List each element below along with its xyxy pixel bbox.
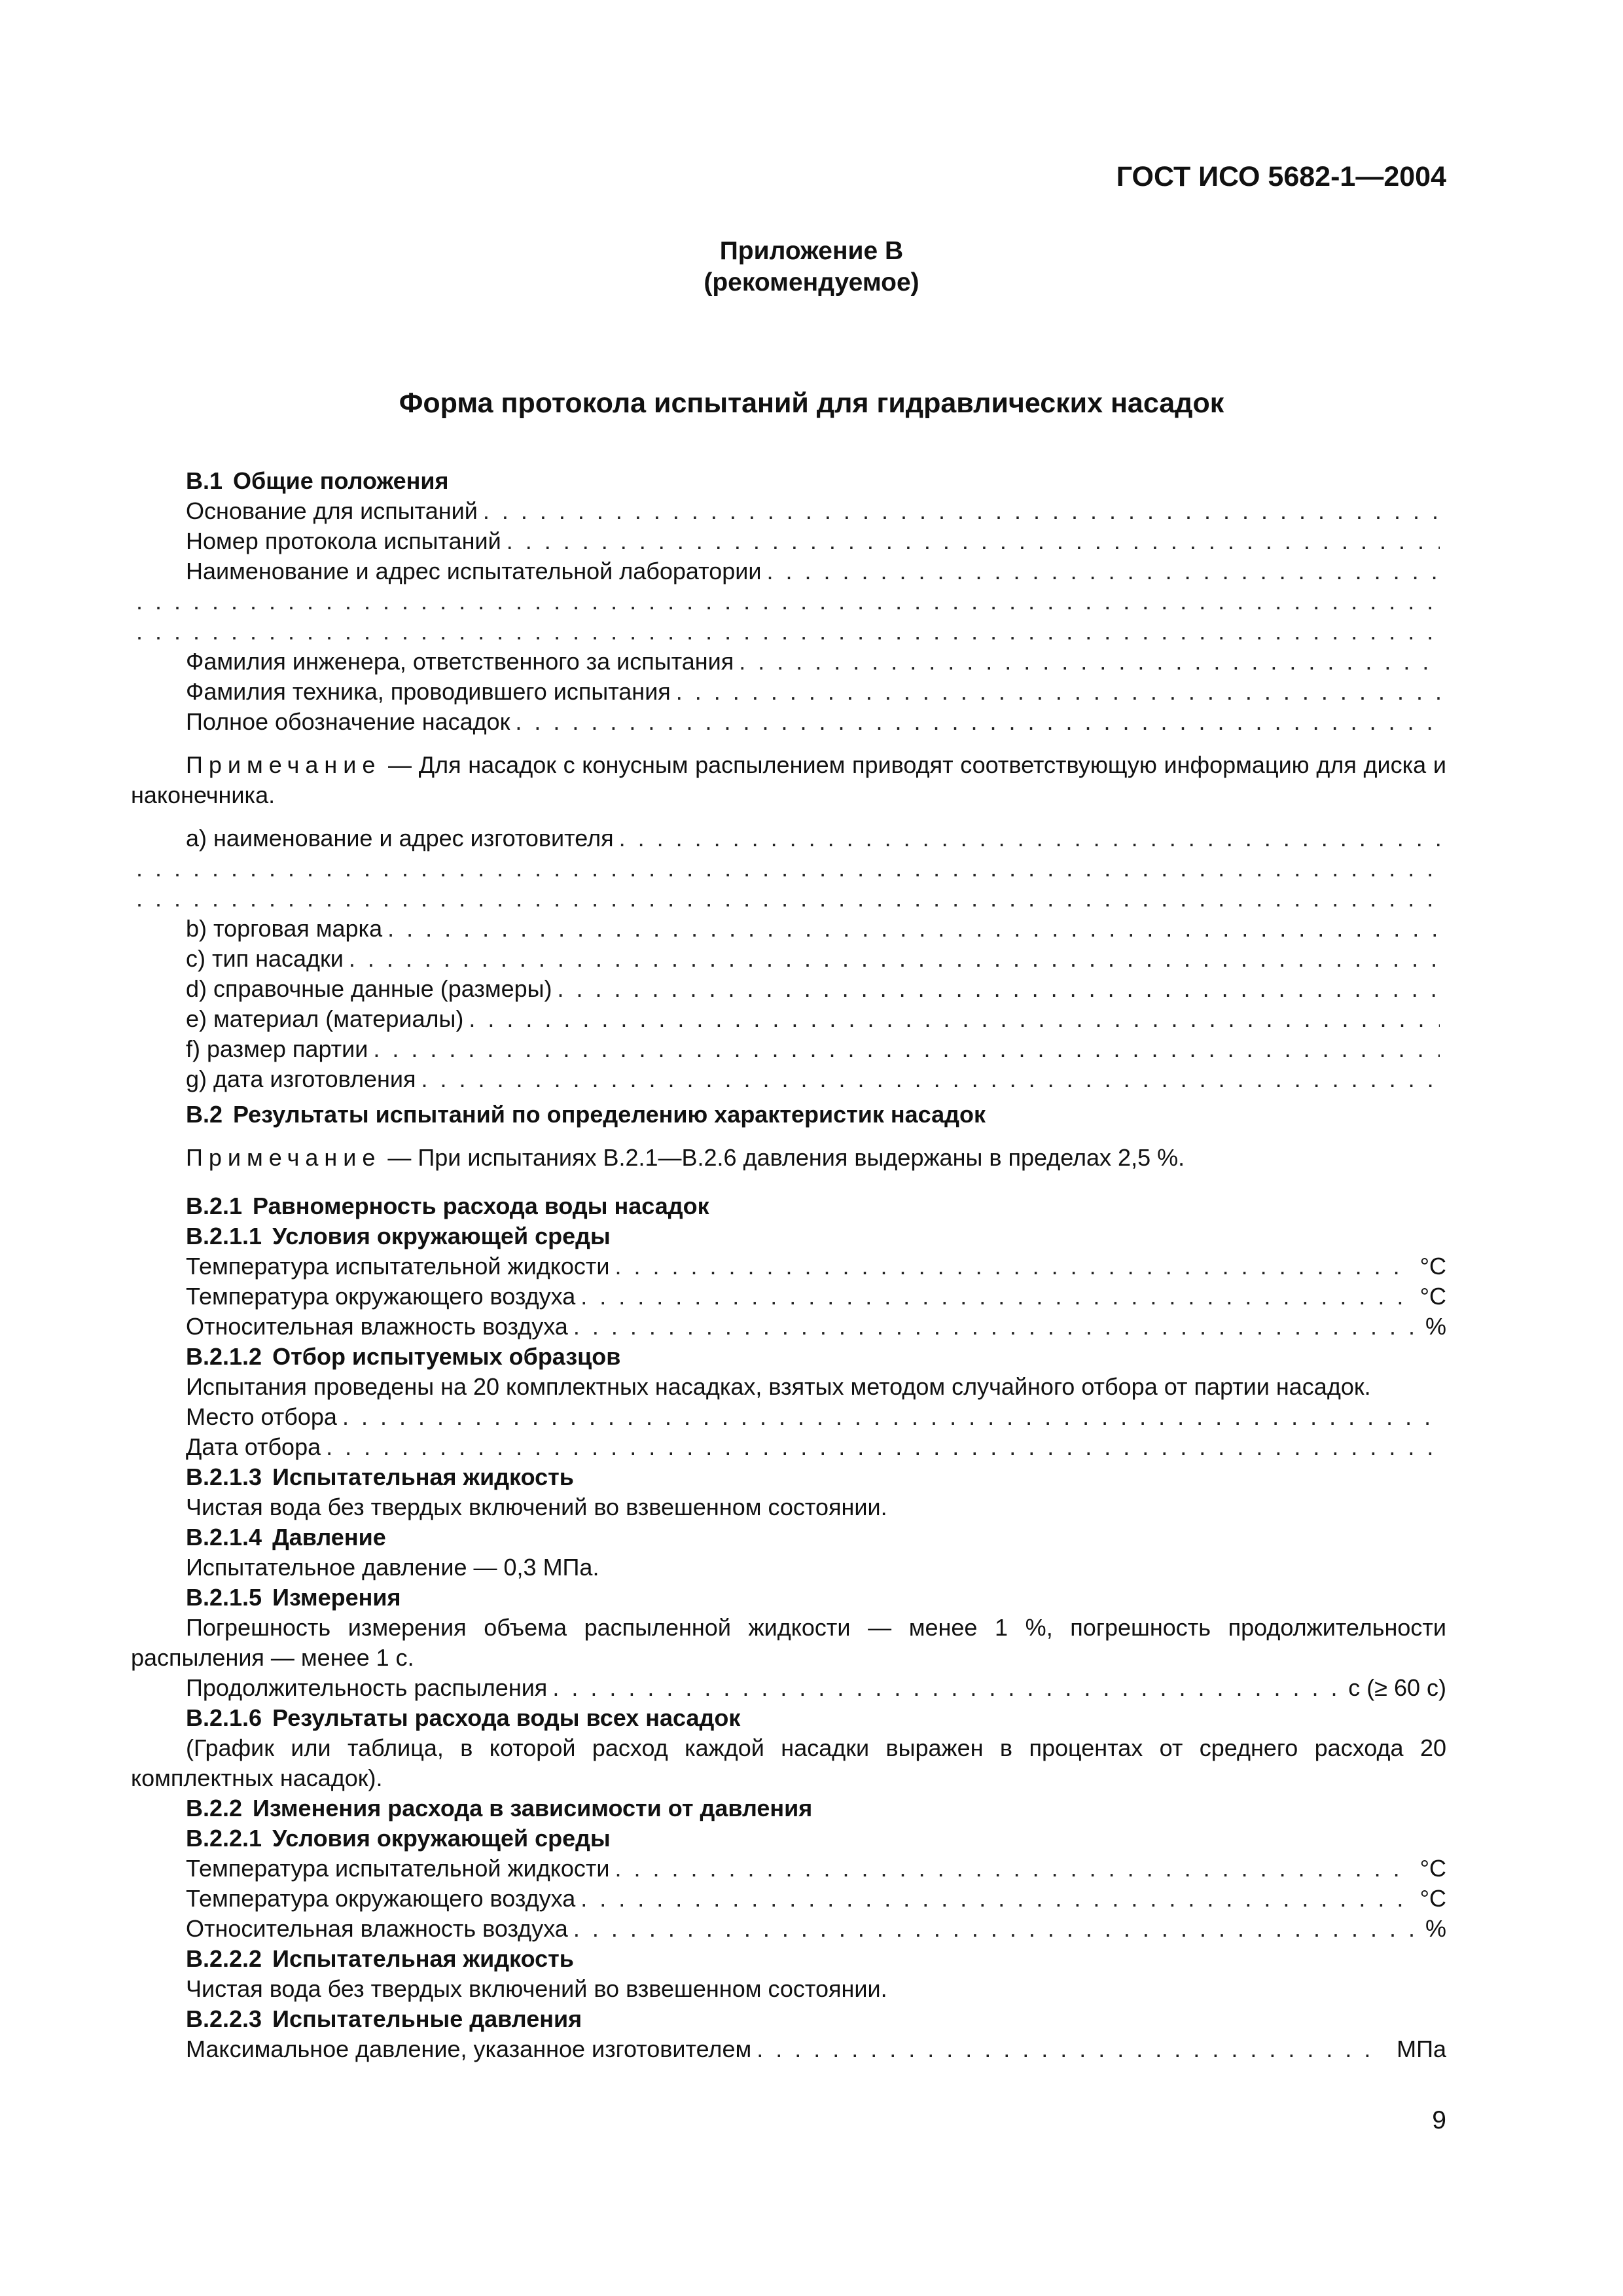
section-title: Равномерность расхода воды насадок <box>253 1193 709 1219</box>
dotted-leader <box>373 1034 1440 1064</box>
body-text: Чистая вода без твердых включений во взвешенном состоянии. <box>186 1975 887 2002</box>
form-body <box>131 466 1446 2064</box>
field-line <box>131 1251 1446 1282</box>
field-label: е) материал (материалы) <box>186 1005 464 1032</box>
field-unit: % <box>1425 1915 1446 1942</box>
field-label: Наименование и адрес испытательной лаборатории <box>186 558 762 584</box>
section-title: Общие положения <box>233 467 449 494</box>
section-number: В.2.1.6 <box>186 1704 262 1731</box>
field-unit: °C <box>1419 1855 1446 1882</box>
dotted-leader <box>326 1432 1440 1462</box>
section-heading-b2-1-2 <box>131 1342 1446 1372</box>
field-line <box>131 496 1446 526</box>
dotted-leader <box>676 677 1440 707</box>
body-text: (График или таблица, в которой расход каждой насадки выражен в процентах от среднего расхода 20 комплектных насадок). <box>131 1734 1446 1791</box>
list-item <box>131 914 1446 944</box>
dotted-leader <box>558 974 1440 1004</box>
section-number: В.2.1.4 <box>186 1524 262 1551</box>
section-title: Испытательная жидкость <box>272 1463 574 1490</box>
form-title: Форма протокола испытаний для гидравлических насадок <box>399 387 1224 419</box>
field-label: b) торговая марка <box>186 915 383 942</box>
body-text: Испытательное давление — 0,3 МПа. <box>186 1554 599 1581</box>
section-heading-b2-2 <box>131 1793 1446 1823</box>
section-title: Испытательная жидкость <box>272 1945 574 1972</box>
body-text: Погрешность измерения объема распыленной жидкости — менее 1 %, погрешность продолжительности распыления — менее 1 с. <box>131 1614 1446 1671</box>
section-title: Результаты расхода воды всех насадок <box>272 1704 741 1731</box>
dotted-leader <box>483 496 1440 526</box>
appendix-subtitle: (рекомендуемое) <box>704 268 919 296</box>
section-number: В.2.2.2 <box>186 1945 262 1972</box>
field-label: Относительная влажность воздуха <box>186 1915 568 1942</box>
section-number: В.2.1.2 <box>186 1343 262 1370</box>
dotted-leader <box>615 1854 1408 1884</box>
section-number: В.2.1 <box>186 1193 243 1219</box>
field-line <box>131 1432 1446 1462</box>
field-line <box>131 1914 1446 1944</box>
section-heading-b2-1-5 <box>131 1583 1446 1613</box>
section-heading-b2-2-2 <box>131 1944 1446 1974</box>
field-label: Фамилия техника, проводившего испытания <box>186 678 671 705</box>
field-unit: °C <box>1419 1885 1446 1912</box>
section-number: В.2 <box>186 1101 223 1128</box>
field-label: Максимальное давление, указанное изготовителем <box>186 2036 752 2062</box>
dotted-leader <box>136 586 1440 617</box>
section-heading-b2-1-3 <box>131 1462 1446 1492</box>
appendix-title: Приложение В <box>719 237 904 265</box>
field-label: d) справочные данные (размеры) <box>186 975 552 1002</box>
dotted-leader <box>757 2034 1385 2064</box>
section-heading-b2-1 <box>131 1191 1446 1221</box>
section-title: Условия окружающей среды <box>272 1223 611 1249</box>
section-heading-b2-1-1 <box>131 1221 1446 1251</box>
field-unit: МПа <box>1397 2036 1446 2062</box>
field-line <box>131 647 1446 677</box>
section-heading-b2-2-3 <box>131 2004 1446 2034</box>
section-number: В.1 <box>186 467 223 494</box>
field-line <box>131 1402 1446 1432</box>
field-line <box>131 1282 1446 1312</box>
dotted-leader <box>136 617 1440 647</box>
blank-dotted-line <box>131 853 1446 884</box>
blank-dotted-line <box>131 884 1446 914</box>
section-number: В.2.1.5 <box>186 1584 262 1611</box>
section-heading-b2-1-4 <box>131 1522 1446 1552</box>
field-unit: °C <box>1419 1253 1446 1280</box>
section-title: Результаты испытаний по определению характеристик насадок <box>233 1101 986 1128</box>
dotted-leader <box>573 1914 1414 1944</box>
list-item <box>131 1064 1446 1094</box>
section-title: Измерения <box>272 1584 401 1611</box>
field-unit: % <box>1425 1313 1446 1340</box>
note-label: Примечание <box>186 751 382 778</box>
section-number: В.2.2.3 <box>186 2005 262 2032</box>
field-label: Основание для испытаний <box>186 497 478 524</box>
field-label: f) размер партии <box>186 1035 368 1062</box>
dotted-leader <box>615 1251 1408 1282</box>
body-text: Испытания проведены на 20 комплектных насадках, взятых методом случайного отбора от партии насадок. <box>186 1373 1371 1400</box>
note-text: — При испытаниях В.2.1—В.2.6 давления выдержаны в пределах 2,5 %. <box>381 1144 1185 1171</box>
field-label: с) тип насадки <box>186 945 344 972</box>
page-number: 9 <box>1432 2106 1446 2134</box>
dotted-leader <box>580 1884 1408 1914</box>
list-item <box>131 974 1446 1004</box>
field-label: Температура окружающего воздуха <box>186 1885 576 1912</box>
field-line <box>131 677 1446 707</box>
section-number: В.2.2 <box>186 1795 243 1821</box>
list-item <box>131 823 1446 853</box>
field-line <box>131 1854 1446 1884</box>
field-line <box>131 556 1446 586</box>
section-number: В.2.1.3 <box>186 1463 262 1490</box>
section-number: В.2.2.1 <box>186 1825 262 1852</box>
field-label: Температура испытательной жидкости <box>186 1253 610 1280</box>
dotted-leader <box>387 914 1440 944</box>
list-item <box>131 1004 1446 1034</box>
note-text: — Для насадок с конусным распылением приводят соответствующую информацию для диска и наконечника. <box>131 751 1446 808</box>
body-text: Чистая вода без твердых включений во взвешенном состоянии. <box>186 1494 887 1520</box>
note-paragraph <box>131 1143 1446 1173</box>
dotted-leader <box>421 1064 1440 1094</box>
field-line <box>131 1884 1446 1914</box>
field-line <box>131 707 1446 737</box>
field-label: Дата отбора <box>186 1433 321 1460</box>
field-unit: °C <box>1419 1283 1446 1310</box>
field-line <box>131 2034 1446 2064</box>
field-label: Полное обозначение насадок <box>186 708 510 735</box>
field-line <box>131 526 1446 556</box>
document-code: ГОСТ ИСО 5682-1—2004 <box>1116 161 1446 192</box>
note-paragraph <box>131 750 1446 810</box>
field-label: Фамилия инженера, ответственного за испытания <box>186 648 734 675</box>
section-number: В.2.1.1 <box>186 1223 262 1249</box>
dotted-leader <box>136 853 1440 884</box>
dotted-leader <box>767 556 1440 586</box>
dotted-leader <box>136 884 1440 914</box>
list-item <box>131 1034 1446 1064</box>
field-label: Место отбора <box>186 1403 337 1430</box>
list-item <box>131 944 1446 974</box>
field-unit: с (≥ 60 с) <box>1348 1674 1446 1701</box>
dotted-leader <box>573 1312 1414 1342</box>
dotted-leader <box>515 707 1440 737</box>
dotted-leader <box>349 944 1440 974</box>
dotted-leader <box>342 1402 1440 1432</box>
field-line <box>131 1673 1446 1703</box>
section-title: Условия окружающей среды <box>272 1825 611 1852</box>
dotted-leader <box>739 647 1440 677</box>
dotted-leader <box>469 1004 1440 1034</box>
section-heading-b2-1-6 <box>131 1703 1446 1733</box>
dotted-leader <box>619 823 1440 853</box>
section-heading-b2-2-1 <box>131 1823 1446 1854</box>
field-label: Температура испытательной жидкости <box>186 1855 610 1882</box>
field-label: Номер протокола испытаний <box>186 528 501 554</box>
section-title: Давление <box>272 1524 386 1551</box>
section-heading-b1 <box>131 466 1446 496</box>
blank-dotted-line <box>131 586 1446 617</box>
section-title: Отбор испытуемых образцов <box>272 1343 621 1370</box>
field-line <box>131 1312 1446 1342</box>
field-label: Продолжительность распыления <box>186 1674 548 1701</box>
dotted-leader <box>552 1673 1336 1703</box>
blank-dotted-line <box>131 617 1446 647</box>
field-label: а) наименование и адрес изготовителя <box>186 825 614 852</box>
section-heading-b2 <box>131 1100 1446 1130</box>
section-title: Изменения расхода в зависимости от давления <box>253 1795 813 1821</box>
section-title: Испытательные давления <box>272 2005 582 2032</box>
field-label: Температура окружающего воздуха <box>186 1283 576 1310</box>
note-label: Примечание <box>186 1144 382 1171</box>
field-label: Относительная влажность воздуха <box>186 1313 568 1340</box>
dotted-leader <box>507 526 1440 556</box>
field-label: g) дата изготовления <box>186 1066 416 1092</box>
dotted-leader <box>580 1282 1408 1312</box>
